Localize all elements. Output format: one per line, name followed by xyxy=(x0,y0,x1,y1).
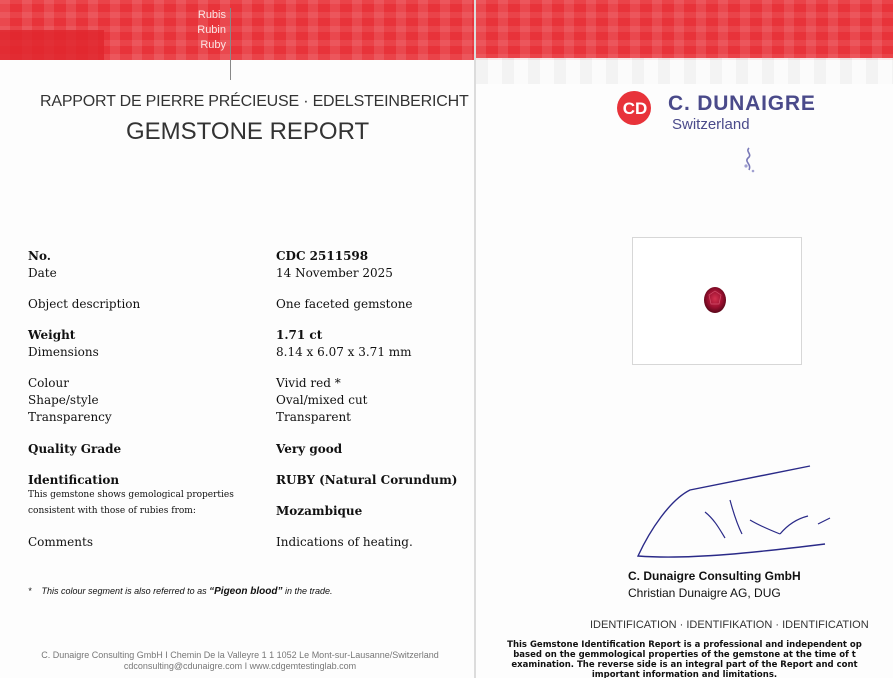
cd-logo-icon xyxy=(616,90,656,126)
weight-label: Weight xyxy=(28,328,76,342)
transparency-label: Transparency xyxy=(28,410,112,424)
identification-note-2: consistent with those of rubies from: xyxy=(28,506,196,516)
object-label: Object description xyxy=(28,297,141,311)
page-fold xyxy=(474,0,476,678)
colour-label: Colour xyxy=(28,376,69,390)
transparency-value: Transparent xyxy=(276,410,352,424)
brand-location: Switzerland xyxy=(672,116,750,133)
gem-name-fr: Rubis xyxy=(197,9,226,21)
number-label: No. xyxy=(28,249,51,263)
identification-label: Identification xyxy=(28,473,120,487)
red-header-band-right xyxy=(476,0,893,60)
header-pattern-fade xyxy=(476,58,893,84)
disclaimer-line-1: This Gemstone Identification Report is a professional and independent op xyxy=(507,640,862,650)
origin-value: Mozambique xyxy=(276,504,363,518)
footnote-text: This colour segment is also referred to as xyxy=(41,586,207,596)
identification-heading: IDENTIFICATION · IDENTIFIKATION · IDENTIFICATION xyxy=(590,619,869,631)
date-value: 14 November 2025 xyxy=(276,266,393,280)
footer-contact: cdconsulting@cdunaigre.com I www.cdgemtestinglab.com xyxy=(123,661,357,671)
signatory-person: Christian Dunaigre AG, DUG xyxy=(628,586,781,600)
shape-value: Oval/mixed cut xyxy=(276,393,368,407)
signature-icon xyxy=(630,460,845,570)
disclaimer-line-3: examination. The reverse side is an integral part of the Report and cont xyxy=(511,660,858,670)
comments-value: Indications of heating. xyxy=(276,535,413,549)
colour-value: Vivid red * xyxy=(276,376,341,390)
footnote-tail: in the trade. xyxy=(284,586,333,596)
gem-name-list xyxy=(150,8,226,53)
report-title: GEMSTONE REPORT xyxy=(126,118,370,145)
comments-label: Comments xyxy=(28,535,93,549)
footer-address: C. Dunaigre Consulting GmbH I Chemin De la Valleyre 1 1 1052 Le Mont-sur-Lausanne/Switzerland xyxy=(41,650,439,660)
report-disclaimer xyxy=(476,640,893,678)
brand-name: C. DUNAIGRE xyxy=(668,92,816,115)
gemstone-photo-frame xyxy=(632,237,802,365)
logo-letters: CD xyxy=(622,99,648,118)
header-vertical-rule xyxy=(230,8,231,80)
report-subtitle: RAPPORT DE PIERRE PRÉCIEUSE · EDELSTEINBERICHT xyxy=(40,93,469,110)
object-value: One faceted gemstone xyxy=(276,297,413,311)
footnote-emphasis: “Pigeon blood” xyxy=(209,586,283,597)
ruby-gemstone-icon xyxy=(703,286,727,314)
weight-value: 1.71 ct xyxy=(276,328,323,342)
number-value: CDC 2511598 xyxy=(276,249,369,263)
gem-name-en: Ruby xyxy=(200,39,226,51)
colour-footnote xyxy=(28,586,333,597)
identification-value: RUBY (Natural Corundum) xyxy=(276,473,458,487)
disclaimer-line-2: based on the gemmological properties of the gemstone at the time of t xyxy=(513,650,856,660)
dimensions-value: 8.14 x 6.07 x 3.71 mm xyxy=(276,345,412,359)
hologram-seal-icon xyxy=(738,146,760,174)
dimensions-label: Dimensions xyxy=(28,345,99,359)
date-label: Date xyxy=(28,266,57,280)
quality-label: Quality Grade xyxy=(28,442,122,456)
footnote-star: * xyxy=(28,586,32,596)
disclaimer-line-4: important information and limitations. xyxy=(591,670,778,678)
header-color-block xyxy=(0,30,104,60)
shape-label: Shape/style xyxy=(28,393,99,407)
signatory-company: C. Dunaigre Consulting GmbH xyxy=(628,569,801,583)
quality-value: Very good xyxy=(276,442,343,456)
gem-name-de: Rubin xyxy=(197,24,226,36)
identification-note-1: This gemstone shows gemological properties xyxy=(28,490,234,500)
red-header-band-left xyxy=(0,0,474,60)
